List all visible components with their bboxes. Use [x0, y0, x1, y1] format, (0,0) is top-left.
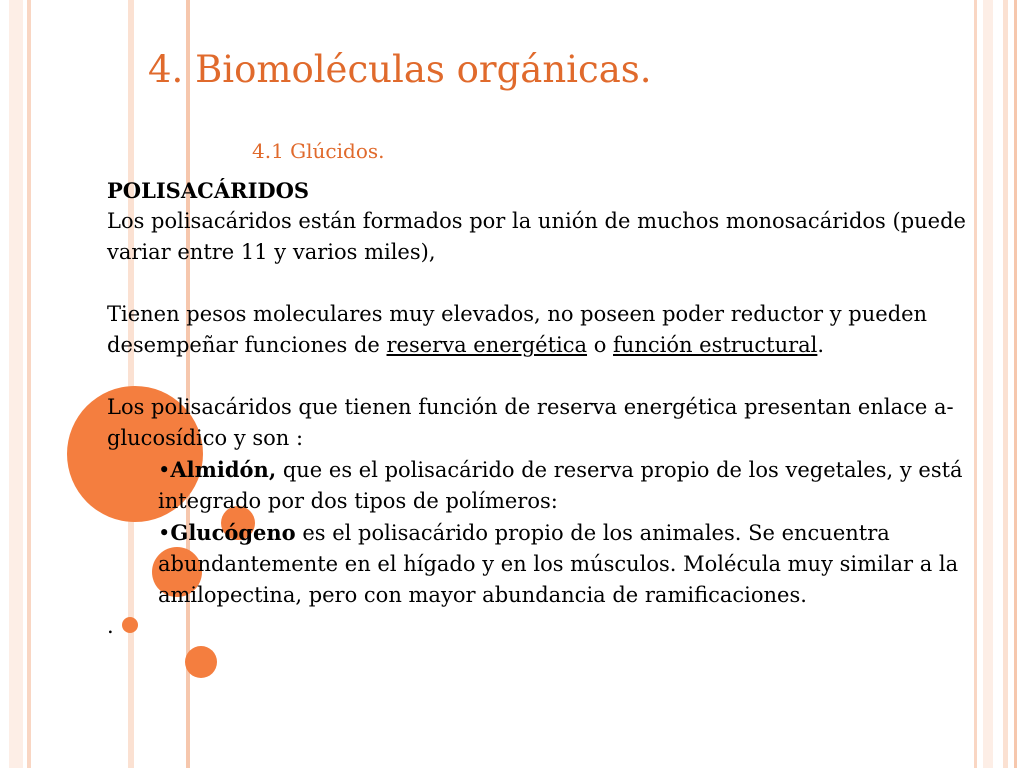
decor-circle-small-2: [185, 646, 217, 678]
slide-subtitle: 4.1 Glúcidos.: [252, 139, 385, 163]
link-funcion-estructural[interactable]: función estructural: [613, 333, 818, 357]
term-almidon: Almidón,: [170, 457, 277, 482]
link-reserva-energetica[interactable]: reserva energética: [386, 333, 588, 357]
properties-end: .: [817, 333, 825, 357]
description-almidon: que es el polisacárido de reserva propio de los vegetales, y está integrado por dos tipos de polímeros:: [158, 458, 963, 513]
list-item-glucogeno: [107, 517, 987, 611]
decor-stripe-7: [1003, 0, 1008, 768]
slide-body: [107, 175, 987, 642]
properties-connector: o: [587, 333, 614, 357]
decor-stripe-8: [1014, 0, 1017, 768]
slide-title: 4. Biomoléculas orgánicas.: [148, 48, 652, 91]
trailing-dot: .: [107, 614, 114, 638]
paragraph-definition: Los polisacáridos están formados por la unión de muchos monosacáridos (puede variar entre 11 y varios miles),: [107, 209, 966, 264]
description-glucogeno: es el polisacárido propio de los animales. Se encuentra abundantemente en el hígado y en los músculos. Molécula muy similar a la amilopectina, pero con mayor abundancia de ramificaciones.: [158, 521, 959, 607]
paragraph-properties: [107, 299, 987, 361]
decor-stripe-1: [9, 0, 23, 768]
properties-text: Tienen pesos moleculares muy elevados, no poseen poder reductor y pueden desempeñar funciones de: [107, 302, 928, 357]
bullet-icon: •: [158, 521, 171, 545]
decor-stripe-2: [27, 0, 31, 768]
term-glucogeno: Glucógeno: [170, 520, 296, 545]
bullet-icon: •: [158, 458, 171, 482]
list-item-almidon: [107, 454, 987, 517]
paragraph-reserve: Los polisacáridos que tienen función de reserva energética presentan enlace a-glucosídico y son :: [107, 395, 954, 450]
section-heading: POLISACÁRIDOS: [107, 178, 310, 203]
